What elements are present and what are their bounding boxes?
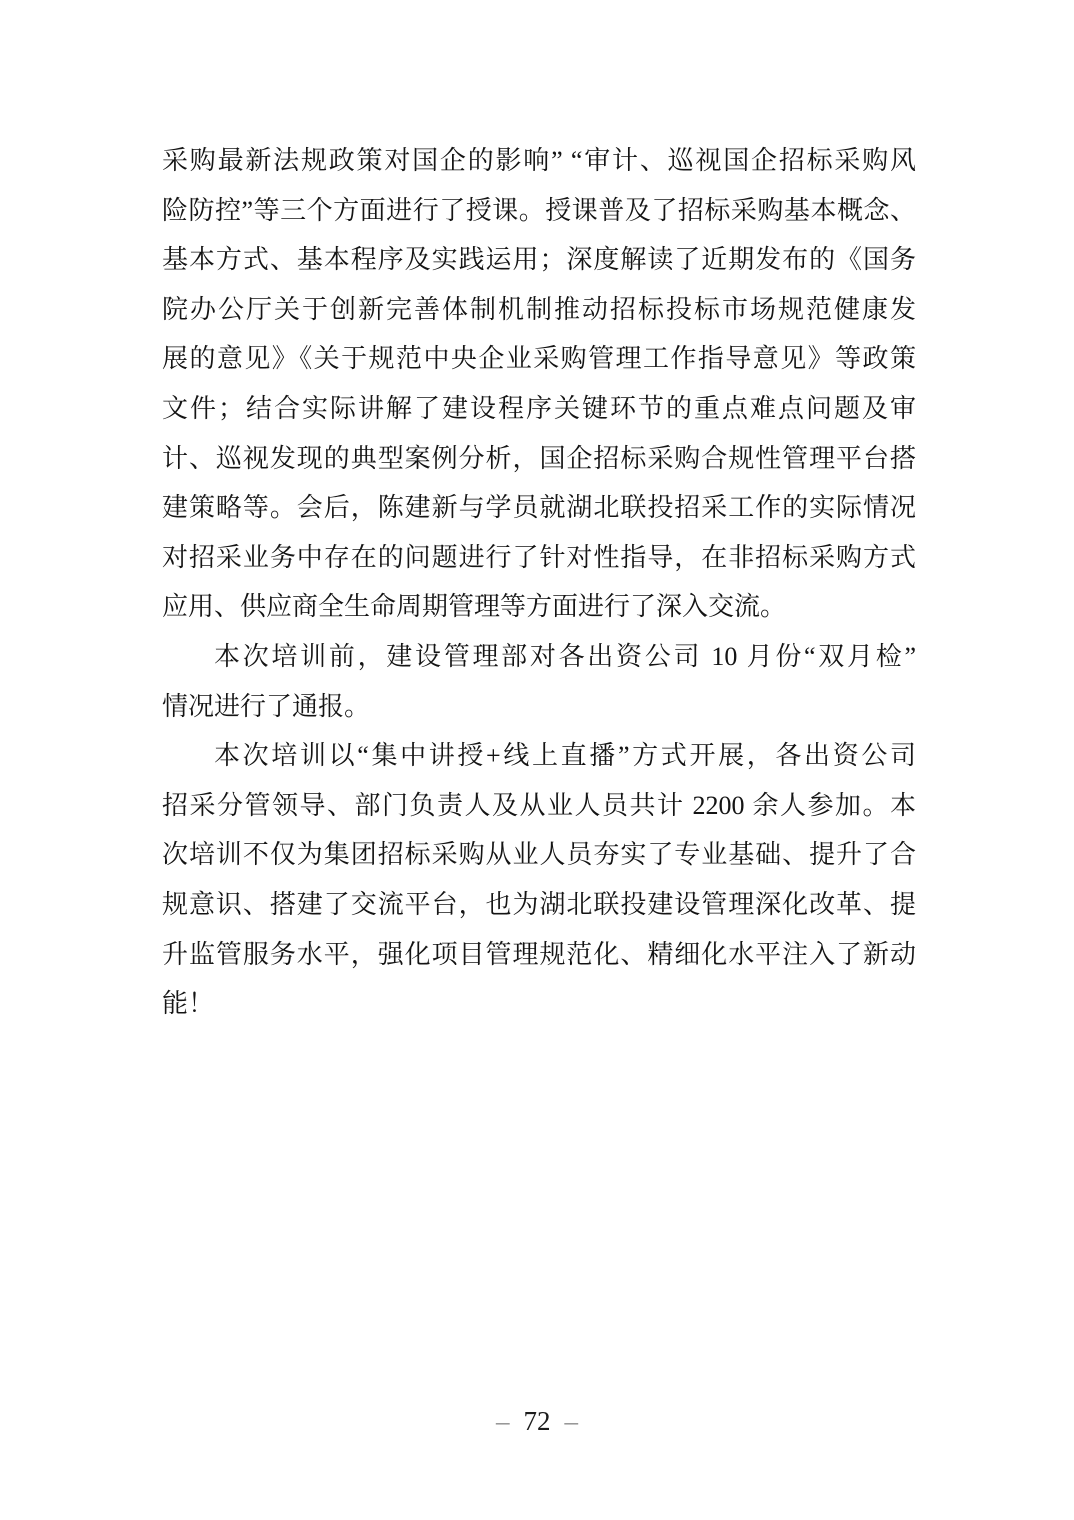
text-line: 本次培训前，建设管理部对各出资公司 10 月份“双月检” <box>214 641 916 671</box>
page-number: 72 <box>523 1406 551 1436</box>
text-line: 采购最新法规政策对国企的影响” “审计、巡视国企招标采购风 <box>162 146 916 175</box>
text-line: 计、巡视发现的典型案例分析，国企招标采购合规性管理平台搭 <box>162 443 916 473</box>
text-line: 本次培训以“集中讲授+线上直播”方式开展，各出资公司 <box>214 741 916 771</box>
footer-dash-left: – <box>496 1406 510 1436</box>
text-line: 规意识、搭建了交流平台，也为湖北联投建设管理深化改革、提 <box>162 889 916 919</box>
text-line: 能！ <box>162 989 215 1019</box>
text-line: 建策略等。会后，陈建新与学员就湖北联投招采工作的实际情况 <box>162 493 916 523</box>
body-text <box>162 136 916 1029</box>
text-line: 应用、供应商全生命周期管理等方面进行了深入交流。 <box>162 592 787 622</box>
text-line: 招采分管领导、部门负责人及从业人员共计 2200 余人参加。本 <box>162 790 916 820</box>
text-line: 对招采业务中存在的问题进行了针对性指导，在非招标采购方式 <box>162 542 916 572</box>
text-line: 险防控”等三个方面进行了授课。授课普及了招标采购基本概念、 <box>162 195 916 225</box>
text-line: 院办公厅关于创新完善体制机制推动招标投标市场规范健康发 <box>162 294 916 324</box>
text-line: 升监管服务水平，强化项目管理规范化、精细化水平注入了新动 <box>162 939 916 969</box>
text-line: 基本方式、基本程序及实践运用；深度解读了近期发布的《国务 <box>162 245 916 275</box>
text-line: 文件；结合实际讲解了建设程序关键环节的重点难点问题及审 <box>162 393 916 423</box>
footer-dash-right: – <box>564 1406 578 1436</box>
text-line: 情况进行了通报。 <box>162 691 371 721</box>
text-line: 次培训不仅为集团招标采购从业人员夯实了专业基础、提升了合 <box>162 840 916 870</box>
page-footer <box>0 1406 1074 1437</box>
text-line: 展的意见》《关于规范中央企业采购管理工作指导意见》等政策 <box>162 344 916 374</box>
